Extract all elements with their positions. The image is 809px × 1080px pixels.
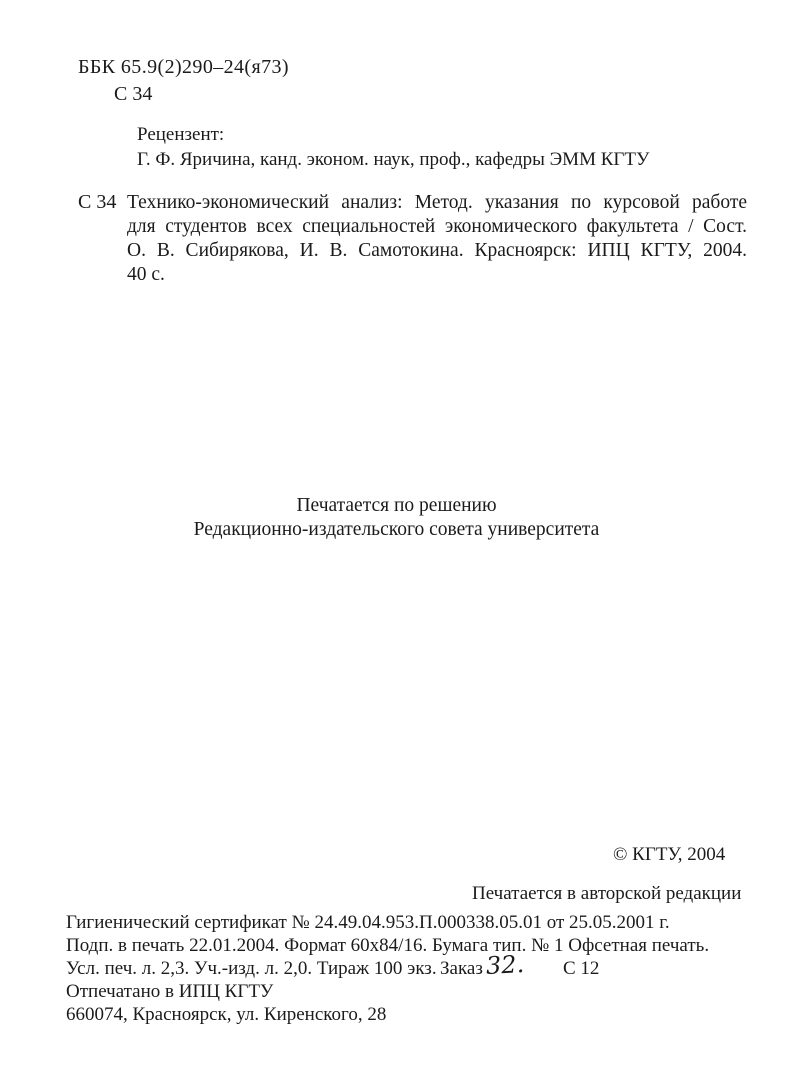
imprint-volume-line xyxy=(66,950,766,980)
bbk-classification-code: ББК 65.9(2)290–24(я73) xyxy=(78,56,289,78)
publication-approval-note xyxy=(0,494,793,542)
reviewer-name: Г. Ф. Яричина, канд. эконом. наук, проф., кафедры ЭММ КГТУ xyxy=(137,149,650,170)
catalog-card-text xyxy=(127,191,747,287)
catalog-entry-line: О. В. Сибирякова, И. В. Самотокина. Красноярск: ИПЦ КГТУ, 2004. xyxy=(127,240,747,261)
approval-note-line1: Печатается по решению xyxy=(296,495,497,516)
catalog-entry-line: для студентов всех специальностей экономического факультета / Сост. xyxy=(127,216,747,237)
order-number-handwritten: 32. xyxy=(485,950,525,980)
imprint-printed-at-line: Отпечатано в ИПЦ КГТУ xyxy=(66,981,274,1002)
imprint-address-line: 660074, Красноярск, ул. Киренского, 28 xyxy=(66,1004,387,1025)
catalog-card-index: С 34 xyxy=(78,191,117,213)
authors-edition-note: Печатается в авторской редакции xyxy=(472,883,742,904)
imprint-print-info-line: Подп. в печать 22.01.2004. Формат 60х84/16. Бумага тип. № 1 Офсетная печать. xyxy=(66,935,710,956)
imprint-volume-text: Усл. печ. л. 2,3. Уч.-изд. л. 2,0. Тираж 100 экз. xyxy=(66,958,437,979)
approval-note-line2: Редакционно-издательского совета университета xyxy=(193,519,600,540)
imprint-certificate-line: Гигиенический сертификат № 24.49.04.953.П.000338.05.01 от 25.05.2001 г. xyxy=(66,912,670,933)
catalog-entry-line: 40 с. xyxy=(127,264,165,285)
order-label: Заказ xyxy=(440,958,483,979)
reviewer-label: Рецензент: xyxy=(137,124,225,145)
copyright-notice: © КГТУ, 2004 xyxy=(613,844,726,865)
series-code: С 12 xyxy=(563,958,600,979)
imprint-block xyxy=(66,911,766,1026)
author-sign-code: С 34 xyxy=(114,83,153,105)
catalog-entry-line: Технико-экономический анализ: Метод. указания по курсовой работе xyxy=(127,192,747,213)
